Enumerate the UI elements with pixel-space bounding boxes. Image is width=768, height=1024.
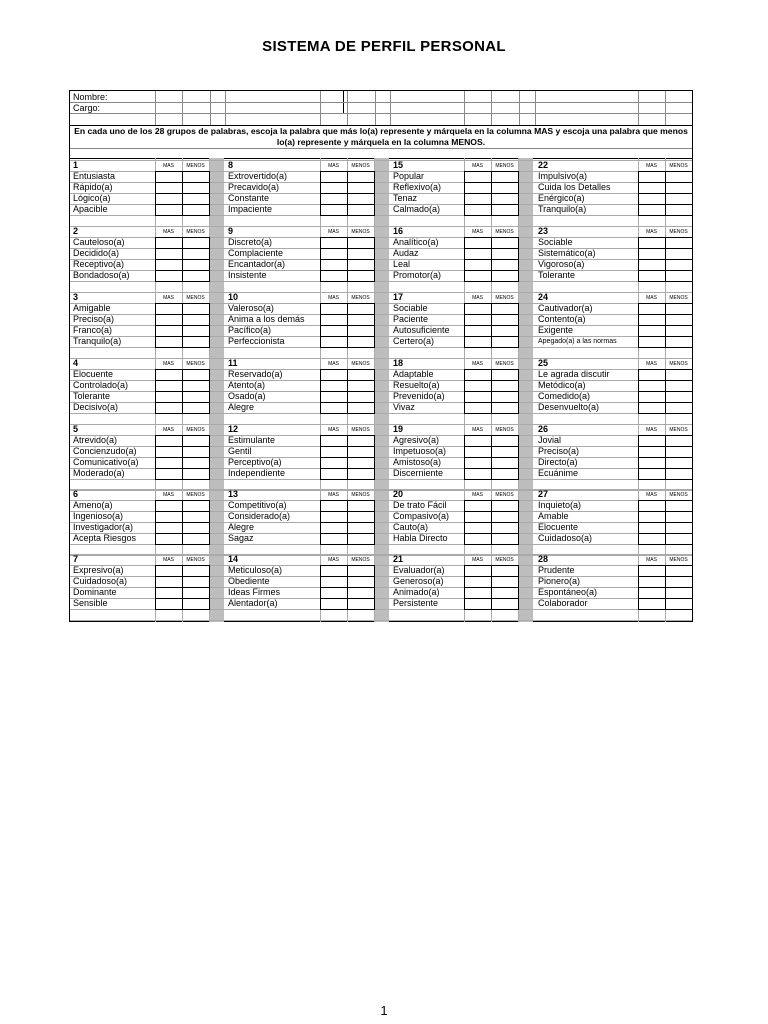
menos-column-header: MENOS xyxy=(351,229,370,235)
mas-column-header: MAS xyxy=(328,427,339,433)
menos-column-header: MENOS xyxy=(186,361,205,367)
word-label: Reflexivo(a) xyxy=(393,182,442,192)
word-label: Insistente xyxy=(228,270,267,280)
grid-line xyxy=(155,91,156,125)
word-label: Desenvuelto(a) xyxy=(538,402,600,412)
word-label: Elocuente xyxy=(538,522,579,532)
word-label: Adaptable xyxy=(393,369,434,379)
grid-line xyxy=(347,91,348,125)
word-label: De trato Fácil xyxy=(393,500,447,510)
menos-checkbox[interactable] xyxy=(182,336,210,348)
mas-checkbox[interactable] xyxy=(638,336,666,348)
mas-checkbox[interactable] xyxy=(464,270,492,282)
grid-line xyxy=(70,620,692,621)
word-label: Elocuente xyxy=(73,369,114,379)
word-label: Concienzudo(a) xyxy=(73,446,137,456)
menos-checkbox[interactable] xyxy=(182,468,210,480)
group-number: 4 xyxy=(73,358,79,368)
word-label: Resuelto(a) xyxy=(393,380,440,390)
word-label: Discerniente xyxy=(393,468,444,478)
mas-checkbox[interactable] xyxy=(320,270,348,282)
group-number: 17 xyxy=(393,292,404,302)
profile-form xyxy=(69,90,693,622)
word-label: Meticuloso(a) xyxy=(228,565,283,575)
word-label: Perceptivo(a) xyxy=(228,457,282,467)
page-number: 1 xyxy=(380,1003,388,1018)
menos-checkbox[interactable] xyxy=(347,204,375,216)
word-label: Enérgico(a) xyxy=(538,193,585,203)
word-label: Complaciente xyxy=(228,248,284,258)
mas-checkbox[interactable] xyxy=(155,204,183,216)
menos-checkbox[interactable] xyxy=(182,402,210,414)
word-label: Constante xyxy=(228,193,270,203)
mas-column-header: MAS xyxy=(646,361,657,367)
mas-column-header: MAS xyxy=(472,295,483,301)
menos-checkbox[interactable] xyxy=(182,270,210,282)
grid-line xyxy=(320,91,321,125)
menos-column-header: MENOS xyxy=(495,163,514,169)
group-number: 3 xyxy=(73,292,79,302)
word-label: Cuida los Detalles xyxy=(538,182,611,192)
word-label: Cauto(a) xyxy=(393,522,429,532)
menos-column-header: MENOS xyxy=(495,492,514,498)
menos-column-header: MENOS xyxy=(186,557,205,563)
mas-checkbox[interactable] xyxy=(320,468,348,480)
mas-checkbox[interactable] xyxy=(638,468,666,480)
column-separator xyxy=(519,158,533,622)
group-number: 19 xyxy=(393,424,404,434)
group-number: 26 xyxy=(538,424,549,434)
word-label: Receptivo(a) xyxy=(73,259,125,269)
word-label: Perfeccionista xyxy=(228,336,285,346)
word-label: Comunicativo(a) xyxy=(73,457,139,467)
menos-checkbox[interactable] xyxy=(491,533,519,545)
group-number: 11 xyxy=(228,358,238,368)
group-number: 8 xyxy=(228,160,234,170)
word-label: Amigable xyxy=(73,303,111,313)
menos-checkbox[interactable] xyxy=(491,402,519,414)
mas-checkbox[interactable] xyxy=(155,533,183,545)
group-number: 9 xyxy=(228,226,234,236)
menos-checkbox[interactable] xyxy=(182,533,210,545)
word-label: Pionero(a) xyxy=(538,576,581,586)
word-label: Osado(a) xyxy=(228,391,266,401)
word-label: Impulsivo(a) xyxy=(538,171,588,181)
position-label: Cargo: xyxy=(73,103,101,113)
word-label: Expresivo(a) xyxy=(73,565,124,575)
mas-checkbox[interactable] xyxy=(320,336,348,348)
word-label: Valeroso(a) xyxy=(228,303,274,313)
group-number: 25 xyxy=(538,358,549,368)
menos-column-header: MENOS xyxy=(495,557,514,563)
group-number: 14 xyxy=(228,554,239,564)
mas-column-header: MAS xyxy=(163,557,174,563)
group-number: 7 xyxy=(73,554,79,564)
menos-checkbox[interactable] xyxy=(665,468,693,480)
group-number: 22 xyxy=(538,160,549,170)
menos-checkbox[interactable] xyxy=(347,402,375,414)
word-label: Ecuánime xyxy=(538,468,579,478)
mas-checkbox[interactable] xyxy=(464,336,492,348)
menos-checkbox[interactable] xyxy=(491,468,519,480)
word-label: Tenaz xyxy=(393,193,418,203)
word-label: Generoso(a) xyxy=(393,576,444,586)
word-label: Ideas Firmes xyxy=(228,587,281,597)
grid-line xyxy=(182,91,183,125)
word-label: Bondadoso(a) xyxy=(73,270,130,280)
word-label: Controlado(a) xyxy=(73,380,129,390)
menos-column-header: MENOS xyxy=(495,361,514,367)
mas-checkbox[interactable] xyxy=(464,468,492,480)
word-label: Paciente xyxy=(393,314,429,324)
word-label: Decidido(a) xyxy=(73,248,120,258)
word-label: Persistente xyxy=(393,598,439,608)
menos-column-header: MENOS xyxy=(669,492,688,498)
word-label: Sistemático(a) xyxy=(538,248,596,258)
mas-column-header: MAS xyxy=(163,427,174,433)
grid-line xyxy=(70,113,692,114)
group-number: 27 xyxy=(538,489,549,499)
word-label: Impaciente xyxy=(228,204,273,214)
word-label: Decisivo(a) xyxy=(73,402,119,412)
mas-checkbox[interactable] xyxy=(320,402,348,414)
mas-checkbox[interactable] xyxy=(155,270,183,282)
group-number: 10 xyxy=(228,292,239,302)
mas-checkbox[interactable] xyxy=(155,468,183,480)
word-label: Sensible xyxy=(73,598,108,608)
grid-line xyxy=(390,91,391,125)
word-label: Vigoroso(a) xyxy=(538,259,585,269)
mas-checkbox[interactable] xyxy=(464,533,492,545)
group-number: 6 xyxy=(73,489,79,499)
grid-line xyxy=(375,91,376,125)
menos-checkbox[interactable] xyxy=(491,598,519,610)
word-label: Precavido(a) xyxy=(228,182,280,192)
word-label: Reservado(a) xyxy=(228,369,283,379)
grid-line xyxy=(491,91,492,125)
mas-column-header: MAS xyxy=(163,492,174,498)
group-number: 2 xyxy=(73,226,79,236)
mas-checkbox[interactable] xyxy=(638,402,666,414)
mas-checkbox[interactable] xyxy=(464,204,492,216)
menos-column-header: MENOS xyxy=(669,427,688,433)
mas-checkbox[interactable] xyxy=(464,402,492,414)
mas-column-header: MAS xyxy=(163,163,174,169)
group-number: 1 xyxy=(73,160,79,170)
word-label: Lógico(a) xyxy=(73,193,111,203)
word-label: Tolerante xyxy=(538,270,576,280)
menos-checkbox[interactable] xyxy=(347,468,375,480)
word-label: Ingenioso(a) xyxy=(73,511,124,521)
mas-checkbox[interactable] xyxy=(638,598,666,610)
group-number: 13 xyxy=(228,489,239,499)
group-number: 15 xyxy=(393,160,404,170)
word-label: Impetuoso(a) xyxy=(393,446,447,456)
word-label: Habla Directo xyxy=(393,533,448,543)
word-label: Independiente xyxy=(228,468,286,478)
menos-column-header: MENOS xyxy=(495,295,514,301)
menos-checkbox[interactable] xyxy=(347,533,375,545)
word-label: Anima a los demás xyxy=(228,314,305,324)
page-title: SISTEMA DE PERFIL PERSONAL xyxy=(262,38,506,55)
mas-column-header: MAS xyxy=(163,229,174,235)
menos-checkbox[interactable] xyxy=(665,336,693,348)
word-label: Popular xyxy=(393,171,425,181)
word-label: Preciso(a) xyxy=(73,314,115,324)
word-label: Comedido(a) xyxy=(538,391,591,401)
menos-checkbox[interactable] xyxy=(665,204,693,216)
mas-column-header: MAS xyxy=(472,557,483,563)
word-label: Le agrada discutir xyxy=(538,369,610,379)
menos-column-header: MENOS xyxy=(186,427,205,433)
mas-column-header: MAS xyxy=(472,229,483,235)
word-label: Prevenido(a) xyxy=(393,391,445,401)
word-label: Cuidadoso(a) xyxy=(73,576,128,586)
mas-checkbox[interactable] xyxy=(464,598,492,610)
word-label: Estimulante xyxy=(228,435,276,445)
word-label: Alegre xyxy=(228,402,255,412)
word-label: Preciso(a) xyxy=(538,446,580,456)
word-label: Obediente xyxy=(228,576,270,586)
word-label: Calmado(a) xyxy=(393,204,441,214)
mas-column-header: MAS xyxy=(646,557,657,563)
menos-column-header: MENOS xyxy=(351,492,370,498)
word-label: Investigador(a) xyxy=(73,522,134,532)
menos-column-header: MENOS xyxy=(186,295,205,301)
mas-checkbox[interactable] xyxy=(638,270,666,282)
mas-checkbox[interactable] xyxy=(638,204,666,216)
menos-checkbox[interactable] xyxy=(665,402,693,414)
grid-line xyxy=(70,125,692,126)
group-number: 12 xyxy=(228,424,239,434)
group-number: 18 xyxy=(393,358,404,368)
grid-line xyxy=(638,91,639,125)
word-label: Autosuficiente xyxy=(393,325,450,335)
menos-column-header: MENOS xyxy=(351,557,370,563)
word-label: Extrovertido(a) xyxy=(228,171,288,181)
menos-checkbox[interactable] xyxy=(665,270,693,282)
word-label: Leal xyxy=(393,259,411,269)
word-label: Discreto(a) xyxy=(228,237,273,247)
word-label: Dominante xyxy=(73,587,117,597)
word-label: Inquieto(a) xyxy=(538,500,582,510)
mas-checkbox[interactable] xyxy=(155,598,183,610)
group-number: 24 xyxy=(538,292,549,302)
menos-checkbox[interactable] xyxy=(491,204,519,216)
mas-checkbox[interactable] xyxy=(320,204,348,216)
word-label: Entusiasta xyxy=(73,171,116,181)
grid-line xyxy=(210,91,211,125)
group-number: 23 xyxy=(538,226,549,236)
word-label: Espontáneo(a) xyxy=(538,587,598,597)
word-label: Ameno(a) xyxy=(73,500,113,510)
mas-column-header: MAS xyxy=(646,229,657,235)
word-label: Audaz xyxy=(393,248,419,258)
word-label: Alegre xyxy=(228,522,255,532)
menos-column-header: MENOS xyxy=(669,557,688,563)
mas-column-header: MAS xyxy=(328,361,339,367)
word-label: Atento(a) xyxy=(228,380,266,390)
word-label: Animado(a) xyxy=(393,587,440,597)
word-label: Amistoso(a) xyxy=(393,457,442,467)
word-label: Alentador(a) xyxy=(228,598,278,608)
word-label: Tolerante xyxy=(73,391,111,401)
mas-column-header: MAS xyxy=(472,361,483,367)
menos-column-header: MENOS xyxy=(669,361,688,367)
word-label: Analítico(a) xyxy=(393,237,439,247)
column-separator xyxy=(375,158,389,622)
word-label: Sagaz xyxy=(228,533,254,543)
mas-column-header: MAS xyxy=(646,427,657,433)
word-label: Tranquilo(a) xyxy=(73,336,122,346)
grid-line xyxy=(665,91,666,125)
menos-column-header: MENOS xyxy=(669,295,688,301)
word-label: Cauteloso(a) xyxy=(73,237,125,247)
mas-column-header: MAS xyxy=(328,229,339,235)
group-number: 28 xyxy=(538,554,549,564)
menos-column-header: MENOS xyxy=(669,163,688,169)
menos-column-header: MENOS xyxy=(351,295,370,301)
word-label: Agresivo(a) xyxy=(393,435,440,445)
word-label: Certero(a) xyxy=(393,336,435,346)
word-label: Metódico(a) xyxy=(538,380,586,390)
mas-column-header: MAS xyxy=(646,295,657,301)
word-label: Considerado(a) xyxy=(228,511,291,521)
menos-checkbox[interactable] xyxy=(347,336,375,348)
menos-checkbox[interactable] xyxy=(347,270,375,282)
word-label: Cautivador(a) xyxy=(538,303,593,313)
word-label: Amable xyxy=(538,511,569,521)
mas-column-header: MAS xyxy=(328,163,339,169)
mas-column-header: MAS xyxy=(163,295,174,301)
word-label: Atrevido(a) xyxy=(73,435,118,445)
mas-column-header: MAS xyxy=(472,163,483,169)
mas-column-header: MAS xyxy=(472,427,483,433)
word-label: Vivaz xyxy=(393,402,415,412)
menos-column-header: MENOS xyxy=(495,427,514,433)
word-label: Acepta Riesgos xyxy=(73,533,137,543)
group-number: 21 xyxy=(393,554,404,564)
mas-checkbox[interactable] xyxy=(155,336,183,348)
word-label: Evaluador(a) xyxy=(393,565,445,575)
instructions: En cada uno de los 28 grupos de palabras, escoja la palabra que más lo(a) represente y márquela en la columna MAS y escoja una palabra que menos lo(a) represente y márquela en la columna MENOS. xyxy=(74,126,688,147)
word-label: Contento(a) xyxy=(538,314,586,324)
word-label: Colaborador xyxy=(538,598,588,608)
mas-checkbox[interactable] xyxy=(320,598,348,610)
column-separator xyxy=(210,158,224,622)
word-label: Prudente xyxy=(538,565,575,575)
word-label: Sociable xyxy=(538,237,573,247)
grid-line xyxy=(70,148,692,149)
menos-checkbox[interactable] xyxy=(491,270,519,282)
grid-line xyxy=(70,102,692,103)
word-label: Exigente xyxy=(538,325,574,335)
word-label: Apacible xyxy=(73,204,108,214)
word-label: Compasivo(a) xyxy=(393,511,450,521)
grid-line xyxy=(225,91,226,125)
mas-column-header: MAS xyxy=(163,361,174,367)
menos-column-header: MENOS xyxy=(669,229,688,235)
word-label: Sociable xyxy=(393,303,428,313)
menos-column-header: MENOS xyxy=(351,163,370,169)
word-label: Promotor(a) xyxy=(393,270,442,280)
grid-line xyxy=(519,91,520,125)
word-label: Rápido(a) xyxy=(73,182,113,192)
mas-checkbox[interactable] xyxy=(155,402,183,414)
menos-column-header: MENOS xyxy=(351,361,370,367)
word-label: Jovial xyxy=(538,435,562,445)
mas-column-header: MAS xyxy=(328,295,339,301)
word-label: Apegado(a) a las normas xyxy=(538,338,617,345)
group-number: 20 xyxy=(393,489,404,499)
word-label: Tranquilo(a) xyxy=(538,204,587,214)
mas-column-header: MAS xyxy=(328,492,339,498)
word-label: Competitivo(a) xyxy=(228,500,287,510)
mas-checkbox[interactable] xyxy=(638,533,666,545)
word-label: Cuidadoso(a) xyxy=(538,533,593,543)
word-label: Moderado(a) xyxy=(73,468,125,478)
word-label: Pacífico(a) xyxy=(228,325,272,335)
mas-checkbox[interactable] xyxy=(320,533,348,545)
grid-line xyxy=(464,91,465,125)
name-label: Nombre: xyxy=(73,92,108,102)
menos-checkbox[interactable] xyxy=(347,598,375,610)
menos-column-header: MENOS xyxy=(351,427,370,433)
menos-checkbox[interactable] xyxy=(665,533,693,545)
mas-column-header: MAS xyxy=(472,492,483,498)
word-label: Gentil xyxy=(228,446,252,456)
word-label: Franco(a) xyxy=(73,325,113,335)
menos-column-header: MENOS xyxy=(186,163,205,169)
group-number: 5 xyxy=(73,424,79,434)
menos-column-header: MENOS xyxy=(186,229,205,235)
group-number: 16 xyxy=(393,226,404,236)
word-label: Encantador(a) xyxy=(228,259,286,269)
menos-checkbox[interactable] xyxy=(665,598,693,610)
mas-column-header: MAS xyxy=(646,163,657,169)
menos-checkbox[interactable] xyxy=(491,336,519,348)
menos-checkbox[interactable] xyxy=(182,204,210,216)
menos-column-header: MENOS xyxy=(495,229,514,235)
word-label: Directo(a) xyxy=(538,457,578,467)
menos-checkbox[interactable] xyxy=(182,598,210,610)
grid-line xyxy=(535,91,536,125)
menos-column-header: MENOS xyxy=(186,492,205,498)
mas-column-header: MAS xyxy=(646,492,657,498)
mas-column-header: MAS xyxy=(328,557,339,563)
